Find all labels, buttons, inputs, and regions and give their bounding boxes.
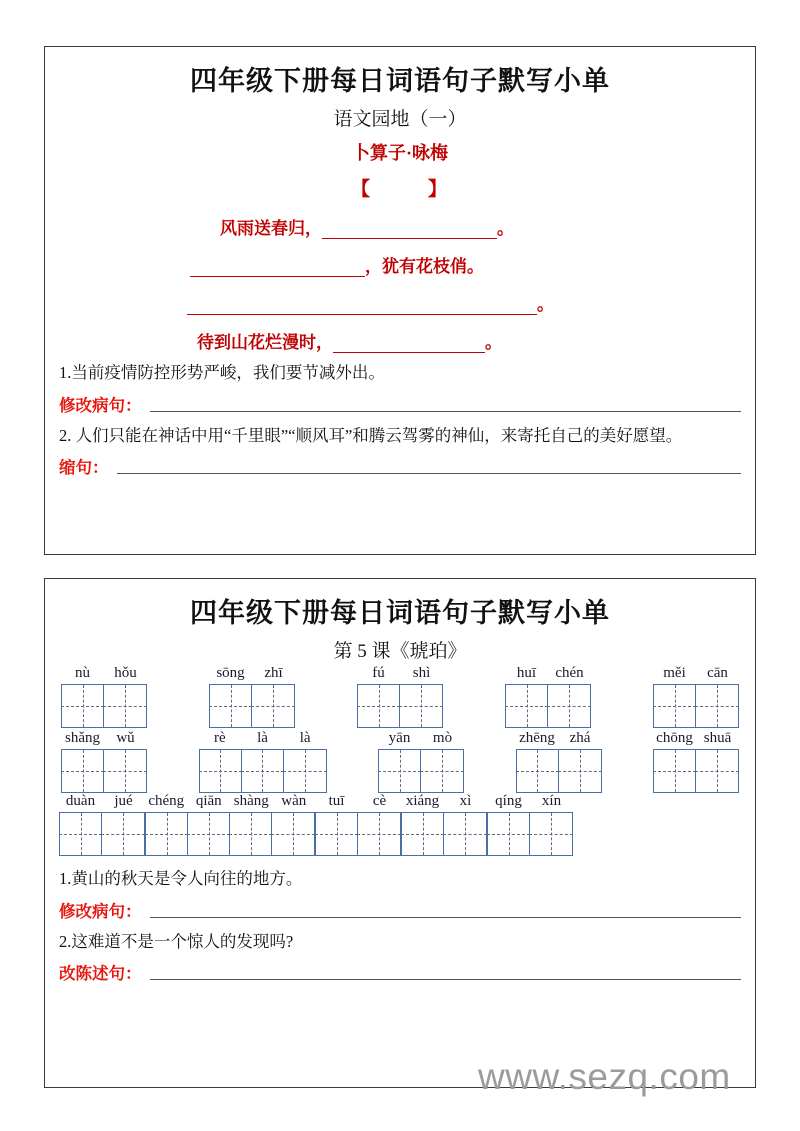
pinyin-label — [61, 665, 147, 682]
tianzige-boxes — [315, 812, 401, 856]
pinyin-syllable: duàn — [65, 793, 96, 809]
tianzige-cell[interactable] — [230, 813, 272, 855]
pinyin-syllable: zhēng — [519, 730, 555, 746]
tianzige-cell[interactable] — [104, 750, 146, 792]
word-group — [505, 665, 591, 728]
pinyin-syllable: nù — [75, 665, 90, 681]
tianzige-cell[interactable] — [444, 813, 486, 855]
pinyin-syllable: chén — [555, 665, 584, 681]
pinyin-syllable: cè — [372, 793, 387, 809]
card2-subtitle: 第 5 课《琥珀》 — [333, 641, 467, 662]
tianzige-boxes — [61, 749, 147, 793]
tianzige-cell[interactable] — [104, 685, 146, 727]
pinyin-label — [516, 730, 602, 747]
tianzige-cell[interactable] — [506, 685, 548, 727]
tianzige-cell[interactable] — [252, 685, 294, 727]
poem-line-4 — [45, 328, 755, 353]
pinyin-syllable: tuī — [328, 793, 345, 809]
tianzige-boxes — [653, 749, 739, 793]
pinyin-syllable: shàng — [233, 793, 269, 809]
word-group — [653, 730, 739, 793]
tianzige-cell[interactable] — [358, 685, 400, 727]
pinyin-syllable: měi — [663, 665, 686, 681]
pinyin-syllable: xín — [541, 793, 562, 809]
word-group — [61, 665, 147, 728]
poem-line-1 — [45, 214, 755, 239]
word-group — [378, 730, 464, 793]
tianzige-cell[interactable] — [696, 750, 738, 792]
pinyin-syllable: wàn — [281, 793, 307, 809]
poem-line-2 — [45, 252, 755, 277]
tianzige-cell[interactable] — [379, 750, 421, 792]
card2-question-1-text: 1.黄山的秋天是令人向往的地方。 — [59, 869, 303, 888]
word-group — [516, 730, 602, 793]
tianzige-cell[interactable] — [400, 685, 442, 727]
pinyin-label — [145, 793, 315, 810]
pinyin-grid-row-3 — [45, 793, 755, 856]
card2-title: 四年级下册每日词语句子默写小单 — [190, 598, 610, 628]
tianzige-boxes — [59, 812, 145, 856]
poem-line-3-blank[interactable] — [187, 298, 537, 315]
tianzige-cell[interactable] — [188, 813, 230, 855]
poem-line-1-text: 风雨送春归， — [220, 219, 322, 238]
pinyin-syllable: rè — [214, 730, 226, 746]
pinyin-label — [401, 793, 487, 810]
pinyin-syllable: chōng — [656, 730, 693, 746]
poem-line-4-end: 。 — [485, 333, 502, 352]
tianzige-boxes — [653, 684, 739, 728]
pinyin-label — [653, 730, 739, 747]
card2-answer-1-label: 修改病句： — [59, 901, 142, 921]
pinyin-label — [59, 793, 145, 810]
card1-answer-2-rule[interactable] — [117, 472, 742, 474]
tianzige-cell[interactable] — [210, 685, 252, 727]
tianzige-cell[interactable] — [517, 750, 559, 792]
tianzige-cell[interactable] — [146, 813, 188, 855]
tianzige-cell[interactable] — [200, 750, 242, 792]
bracket-right: 】 — [428, 179, 450, 200]
pinyin-syllable: là — [257, 730, 268, 746]
pinyin-syllable: fú — [372, 665, 385, 681]
tianzige-cell[interactable] — [316, 813, 358, 855]
card2-answer-1 — [59, 898, 741, 922]
poem-line-2-end: ，犹有花枝俏。 — [365, 257, 484, 276]
tianzige-cell[interactable] — [272, 813, 314, 855]
pinyin-syllable: qiān — [195, 793, 222, 809]
site-watermark: www.sezq.com — [478, 1056, 731, 1097]
tianzige-boxes — [61, 684, 147, 728]
poem-line-4-text: 待到山花烂漫时， — [197, 333, 333, 352]
worksheet-card-1 — [44, 46, 756, 555]
card1-title: 四年级下册每日词语句子默写小单 — [190, 66, 610, 96]
tianzige-boxes — [145, 812, 315, 856]
word-group — [59, 793, 145, 856]
pinyin-label — [505, 665, 591, 682]
pinyin-label — [209, 665, 295, 682]
pinyin-syllable: sōng — [216, 665, 245, 681]
pinyin-syllable: qíng — [495, 793, 522, 809]
worksheet-card-2 — [44, 578, 756, 1088]
card1-question-2-text: 2. 人们只能在神话中用“千里眼”“顺风耳”和腾云驾雾的神仙，来寄托自己的美好愿望。 — [59, 425, 683, 445]
pinyin-syllable: shì — [412, 665, 431, 681]
word-group — [145, 793, 315, 856]
pinyin-syllable: huī — [516, 665, 537, 681]
pinyin-syllable: xiáng — [405, 793, 440, 809]
word-group — [315, 793, 401, 856]
pinyin-syllable: wǔ — [116, 730, 135, 746]
tianzige-boxes — [209, 684, 295, 728]
tianzige-boxes — [401, 812, 487, 856]
poem-line-4-blank[interactable] — [333, 336, 485, 353]
tianzige-cell[interactable] — [62, 685, 104, 727]
poem-author-bracket — [45, 174, 755, 201]
pinyin-syllable: xì — [459, 793, 472, 809]
pinyin-syllable: cān — [707, 665, 728, 681]
pinyin-label — [199, 730, 327, 747]
card2-question-2-text: 2.这难道不是一个惊人的发现吗? — [59, 931, 294, 951]
tianzige-cell[interactable] — [358, 813, 400, 855]
card1-answer-1-rule[interactable] — [150, 410, 742, 412]
tianzige-boxes — [487, 812, 573, 856]
tianzige-cell[interactable] — [62, 750, 104, 792]
pinyin-label — [315, 793, 401, 810]
pinyin-syllable: hǒu — [114, 665, 137, 681]
pinyin-label — [378, 730, 464, 747]
tianzige-cell[interactable] — [530, 813, 572, 855]
tianzige-cell[interactable] — [242, 750, 284, 792]
word-group — [357, 665, 443, 728]
pinyin-grid-row-1 — [45, 665, 755, 728]
card2-questions — [45, 866, 755, 984]
poem-line-3-end: 。 — [537, 295, 554, 314]
tianzige-boxes — [516, 749, 602, 793]
tianzige-boxes — [505, 684, 591, 728]
pinyin-syllable: jué — [114, 793, 133, 809]
card1-answer-1 — [59, 392, 741, 416]
poem-line-3 — [45, 290, 755, 315]
pinyin-syllable: shuā — [703, 730, 732, 746]
pinyin-label — [653, 665, 739, 682]
tianzige-boxes — [199, 749, 327, 793]
pinyin-syllable: yān — [388, 730, 411, 746]
word-group — [209, 665, 295, 728]
pinyin-label — [487, 793, 573, 810]
tianzige-cell[interactable] — [60, 813, 102, 855]
card1-answer-1-label: 修改病句： — [59, 395, 142, 415]
bracket-left: 【 — [350, 179, 372, 200]
tianzige-cell[interactable] — [696, 685, 738, 727]
pinyin-syllable: mò — [432, 730, 453, 746]
tianzige-cell[interactable] — [654, 685, 696, 727]
card1-answer-2-label: 缩句： — [59, 458, 109, 478]
card1-question-1-text: 1.当前疫情防控形势严峻，我们要节减外出。 — [59, 363, 385, 382]
pinyin-syllable: zhá — [569, 730, 591, 746]
poem-title: 卜算子·咏梅 — [351, 143, 448, 163]
tianzige-cell[interactable] — [421, 750, 463, 792]
tianzige-cell[interactable] — [284, 750, 326, 792]
pinyin-label — [61, 730, 147, 747]
card1-subtitle: 语文园地（一） — [333, 109, 467, 130]
word-group — [199, 730, 327, 793]
pinyin-syllable: là — [299, 730, 311, 746]
card2-answer-2 — [59, 960, 741, 984]
tianzige-cell[interactable] — [402, 813, 444, 855]
tianzige-boxes — [378, 749, 464, 793]
poem-line-1-end: 。 — [497, 219, 514, 238]
pinyin-syllable: shǎng — [65, 730, 100, 746]
card1-answer-2 — [59, 454, 741, 478]
tianzige-cell[interactable] — [654, 750, 696, 792]
tianzige-cell[interactable] — [102, 813, 144, 855]
word-group — [487, 793, 573, 856]
tianzige-cell[interactable] — [559, 750, 601, 792]
pinyin-grid-row-2 — [45, 730, 755, 793]
card1-questions — [45, 360, 755, 478]
card2-answer-1-rule[interactable] — [150, 916, 742, 918]
pinyin-syllable: chéng — [148, 793, 185, 809]
tianzige-cell[interactable] — [488, 813, 530, 855]
poem-line-2-blank[interactable] — [190, 260, 365, 277]
word-group — [653, 665, 739, 728]
pinyin-label — [357, 665, 443, 682]
tianzige-boxes — [357, 684, 443, 728]
word-group — [61, 730, 147, 793]
poem-line-1-blank[interactable] — [322, 222, 497, 239]
pinyin-syllable: zhī — [264, 665, 283, 681]
card2-answer-2-label: 改陈述句： — [59, 964, 142, 984]
word-group — [401, 793, 487, 856]
tianzige-cell[interactable] — [548, 685, 590, 727]
card2-answer-2-rule[interactable] — [150, 978, 742, 980]
